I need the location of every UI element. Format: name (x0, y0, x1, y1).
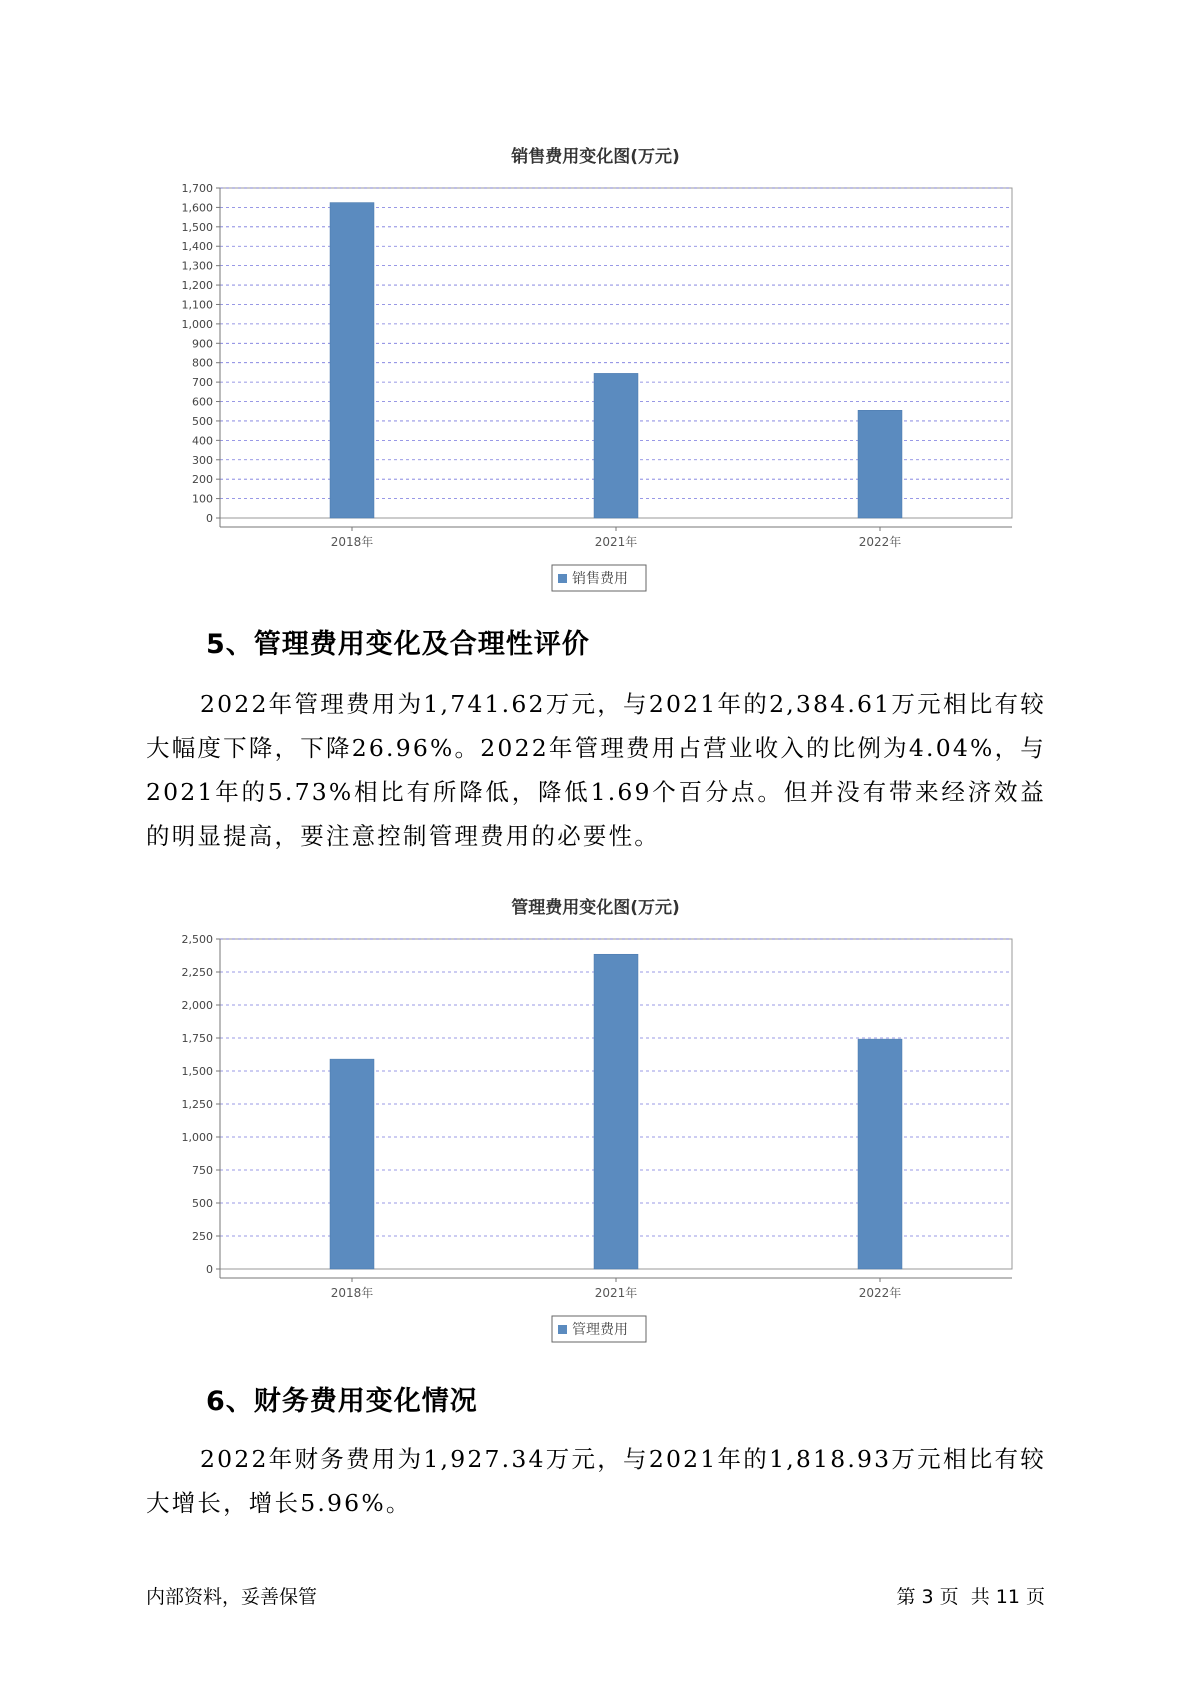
y-tick-label: 1,500 (181, 1065, 213, 1078)
legend-label: 销售费用 (572, 571, 628, 587)
y-tick-label: 1,250 (181, 1098, 213, 1111)
section5-paragraph: 2022年管理费用为1,741.62万元，与2021年的2,384.61万元相比有较大幅度下降，下降26.96%。2022年管理费用占营业收入的比例为4.04%，与2021年的5.73%相比有所降低，降低1.69个百分点。但并没有带来经济效益的明显提高，要注意控制管理费用的必要性。 (146, 690, 1046, 850)
admin-expense-chart (0, 911, 1191, 1351)
y-tick-label: 1,300 (181, 259, 213, 273)
y-tick-label: 600 (192, 395, 213, 409)
sales-expense-chart (0, 160, 1191, 600)
footer-confidential-note: 内部资料，妥善保管 (146, 1586, 318, 1608)
section6-heading: 6、财务费用变化情况 (206, 1386, 478, 1417)
y-tick-label: 1,000 (181, 317, 213, 331)
footer-page-number: 第 3 页 共 11 页 (896, 1586, 1045, 1608)
legend-swatch (558, 574, 567, 583)
y-tick-label: 800 (192, 356, 213, 370)
x-category-label: 2022年 (858, 535, 902, 549)
y-tick-label: 1,600 (181, 201, 213, 215)
x-category-label: 2018年 (330, 535, 374, 549)
y-tick-label: 1,500 (181, 220, 213, 234)
x-category-label: 2022年 (858, 1286, 902, 1300)
bar (330, 1059, 374, 1269)
y-tick-label: 400 (192, 434, 213, 448)
y-tick-label: 1,700 (181, 182, 213, 195)
y-tick-label: 200 (192, 473, 213, 487)
y-tick-label: 1,000 (181, 1131, 213, 1144)
y-tick-label: 500 (192, 414, 213, 428)
legend-label: 管理费用 (572, 1322, 628, 1338)
bar (594, 954, 638, 1269)
y-tick-label: 2,500 (181, 933, 213, 946)
x-category-label: 2021年 (594, 1286, 638, 1300)
y-tick-label: 900 (192, 337, 213, 351)
y-tick-label: 2,000 (181, 999, 213, 1012)
y-tick-label: 500 (192, 1197, 213, 1210)
y-tick-label: 1,100 (181, 298, 213, 312)
y-tick-label: 700 (192, 376, 213, 390)
chart2-title: 管理费用变化图(万元) (511, 898, 680, 918)
bar (330, 203, 374, 518)
x-category-label: 2018年 (330, 1286, 374, 1300)
y-tick-label: 1,750 (181, 1032, 213, 1045)
y-tick-label: 1,200 (181, 279, 213, 293)
bar (858, 1039, 902, 1269)
y-tick-label: 0 (206, 1263, 213, 1276)
y-tick-label: 300 (192, 453, 213, 467)
y-tick-label: 2,250 (181, 966, 213, 979)
section5-heading: 5、管理费用变化及合理性评价 (206, 629, 590, 660)
y-tick-label: 1,400 (181, 240, 213, 254)
x-category-label: 2021年 (594, 535, 638, 549)
y-tick-label: 250 (192, 1230, 213, 1243)
y-tick-label: 750 (192, 1164, 213, 1177)
y-tick-label: 100 (192, 492, 213, 506)
bar (858, 410, 902, 518)
bar (594, 373, 638, 518)
y-tick-label: 0 (206, 512, 213, 525)
chart1-title: 销售费用变化图(万元) (511, 147, 680, 167)
section6-paragraph: 2022年财务费用为1,927.34万元，与2021年的1,818.93万元相比有较大增长，增长5.96%。 (146, 1445, 1046, 1517)
legend-swatch (558, 1325, 567, 1334)
